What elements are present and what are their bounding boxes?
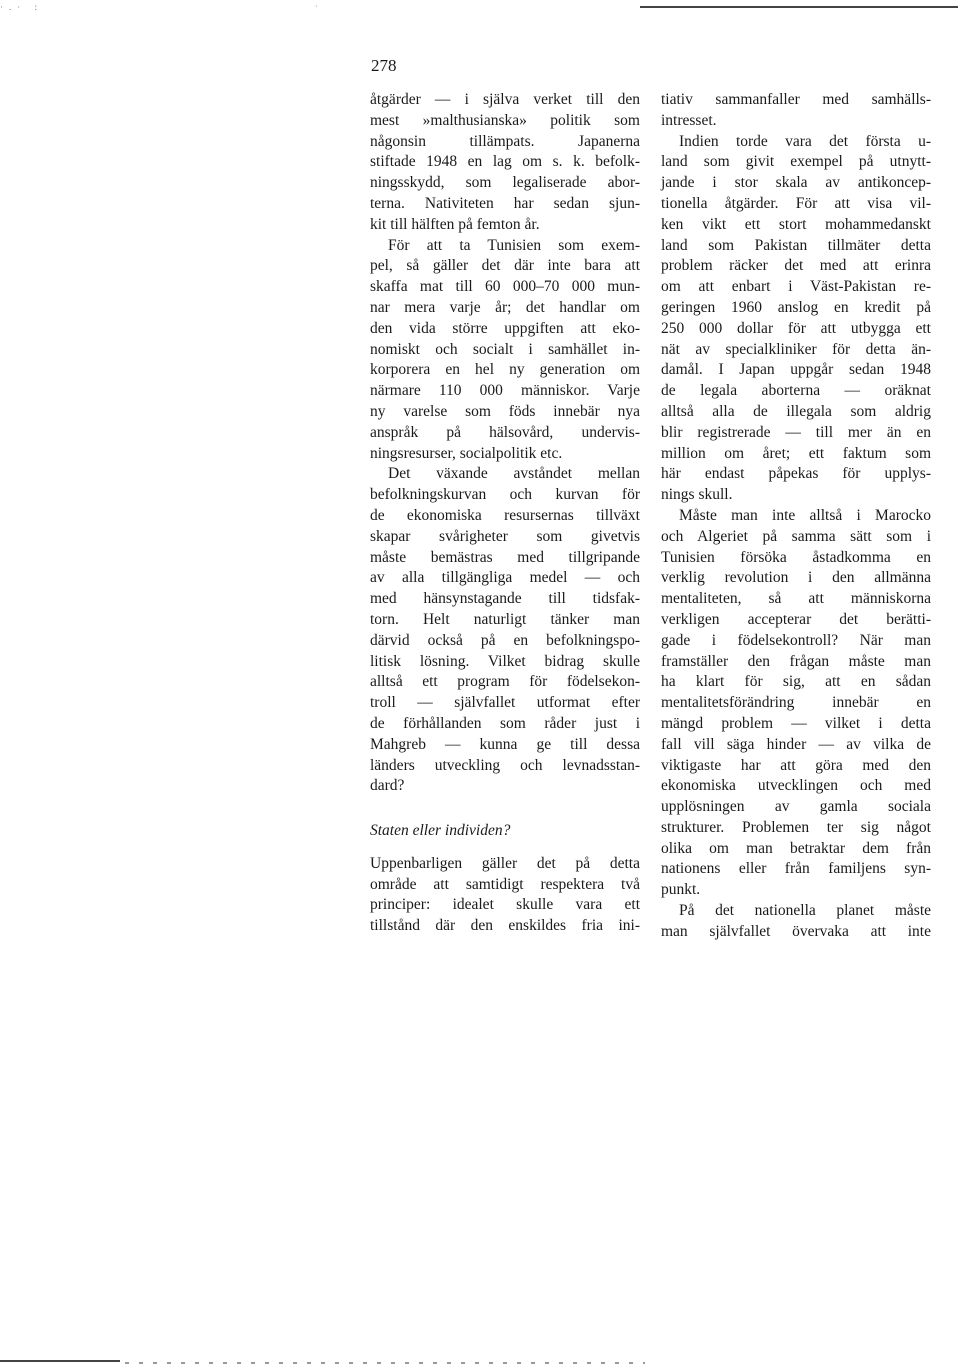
text-line: ha klart för sig, att en sådan [661, 673, 931, 691]
text-line: ken vikt ett stort mohammedanskt [661, 215, 931, 233]
text-line: principer: idealet skulle vara ett [370, 896, 640, 914]
text-line: befolkningskurvan och kurvan för [370, 486, 640, 504]
text-line: damål. I Japan uppgår sedan 1948 [661, 361, 931, 379]
scan-edge-line-top [640, 6, 958, 8]
text-line: anspråk på hälsovård, undervis- [370, 423, 640, 441]
text-line: tionella åtgärder. För att visa vil- [661, 194, 931, 212]
text-line: ny varelse som föds innebär nya [370, 402, 640, 420]
text-line: tillstånd där den enskildes fria ini- [370, 917, 640, 935]
text-line: de förhållanden som råder just i [370, 714, 640, 732]
text-line: verklig revolution i den allmänna [661, 569, 931, 587]
text-line: av alla tillgängliga medel — och [370, 569, 640, 587]
text-line: den vida större uppgiften att eko- [370, 319, 640, 337]
text-line: Det växande avståndet mellan [388, 465, 640, 483]
text-line: Måste man inte alltså i Marocko [679, 506, 931, 524]
scan-edge-line-bottom [0, 1360, 120, 1362]
text-line: och Algeriet på samma sätt som i [661, 527, 931, 545]
text-line: intresset. [661, 111, 717, 129]
page-number: 278 [371, 56, 397, 75]
text-line: 250 000 dollar för att utbygga ett [661, 319, 931, 337]
text-line: om att enbart i Väst-Pakistan re- [661, 278, 931, 296]
text-line: skaffa mat till 60 000–70 000 mun- [370, 278, 640, 296]
text-line: med hänsynstagande till tidsfak- [370, 590, 640, 608]
text-line: strukturer. Problemen ter sig något [661, 818, 931, 836]
text-line: därvid också på en befolkningspo- [370, 631, 640, 649]
text-line: åtgärder — i själva verket till den [370, 91, 640, 108]
text-line: fall vill säga hinder — av vilka de [661, 735, 931, 753]
text-line: troll — självfallet utformat efter [370, 694, 640, 712]
text-line: geringen 1960 anslog en kredit på [661, 298, 931, 316]
text-line: alltså ett program för födelsekon- [370, 673, 640, 691]
text-line: närmare 110 000 människor. Varje [370, 382, 640, 400]
text-line: Mahgreb — kunna ge till dessa [370, 735, 640, 753]
text-line: framställer den frågan måste man [661, 652, 931, 670]
text-line: För att ta Tunisien som exem- [388, 236, 640, 254]
text-line: punkt. [661, 881, 701, 899]
text-line: upplösningen av gamla sociala [661, 798, 931, 816]
text-line: mängd problem — vilket i detta [661, 714, 931, 732]
text-line: olika om man betraktar dem från [661, 839, 931, 857]
text-line: verkligen accepterar det berätti- [661, 610, 931, 628]
text-line: skapar svårigheter som givetvis [370, 527, 640, 545]
text-line: någonsin tillämpats. Japanerna [370, 132, 640, 150]
text-line: nomiskt och socialt i samhället in- [370, 340, 640, 358]
text-line: jande i stor skala av antikoncep- [661, 174, 931, 192]
text-line: korporera en hel ny generation om [370, 361, 640, 379]
text-line: pel, så gäller det där inte bara att [370, 257, 640, 275]
text-line: mentaliteten, så att människorna [661, 590, 931, 608]
text-line: tiativ sammanfaller med samhälls- [661, 91, 931, 108]
text-line: litisk lösning. Vilket bidrag skulle [370, 652, 640, 670]
text-line: torn. Helt naturligt tänker man [370, 610, 640, 628]
text-line: de ekonomiska resursernas tillväxt [370, 506, 640, 524]
text-line: land som givit exempel på utnytt- [661, 153, 931, 171]
text-line: Uppenbarligen gäller det på detta [370, 854, 640, 872]
text-line: nings skull. [661, 486, 733, 504]
section-heading: Staten eller individen? [370, 822, 511, 840]
text-line: ekonomiska utvecklingen och med [661, 777, 931, 795]
text-line: gade i födelsekontroll? När man [661, 631, 931, 649]
text-column-left [370, 90, 640, 937]
text-line: nationens eller från familjens syn- [661, 860, 931, 878]
text-line: ningsresurser, socialpolitik etc. [370, 444, 563, 462]
text-line: million om året; ett faktum som [661, 444, 931, 462]
scan-specks: ·.· : [0, 2, 43, 12]
text-line: nar mera varje år; det handlar om [370, 298, 640, 316]
text-line: stiftade 1948 en lag om s. k. befolk- [370, 153, 640, 171]
text-line: mest »malthusianska» politik som [370, 111, 640, 129]
scan-speck: · [315, 2, 318, 11]
text-line: Indien torde vara det första u- [679, 132, 931, 150]
text-line: På det nationella planet måste [679, 902, 931, 920]
text-line: ningsskydd, som legaliserade abor- [370, 174, 640, 192]
text-line: kit till hälften på femton år. [370, 215, 540, 233]
text-line: nät av specialkliniker för detta än- [661, 340, 931, 358]
text-line: terna. Nativiteten har sedan sjun- [370, 194, 640, 212]
text-line: viktigaste har att göra med den [661, 756, 931, 774]
text-column-right [661, 90, 931, 943]
text-line: problem räcker det med att erinra [661, 257, 931, 275]
text-line: länders utveckling och levnadsstan- [370, 756, 640, 774]
text-line: land som Pakistan tillmäter detta [661, 236, 931, 254]
text-line: alltså alla de illegala som aldrig [661, 402, 931, 420]
text-line: dard? [370, 777, 405, 795]
text-line: man självfallet övervaka att inte [661, 922, 931, 940]
text-line: mentalitetsförändring innebär en [661, 694, 931, 712]
text-line: här endast påpekas för upplys- [661, 465, 931, 483]
text-line: måste bemästras med tillgripande [370, 548, 640, 566]
text-line: de legala aborterna — oräknat [661, 382, 931, 400]
text-line: blir registrerade — till mer än en [661, 423, 931, 441]
text-line: Tunisien försöka åstadkomma en [661, 548, 931, 566]
text-line: område att samtidigt respektera två [370, 875, 640, 893]
